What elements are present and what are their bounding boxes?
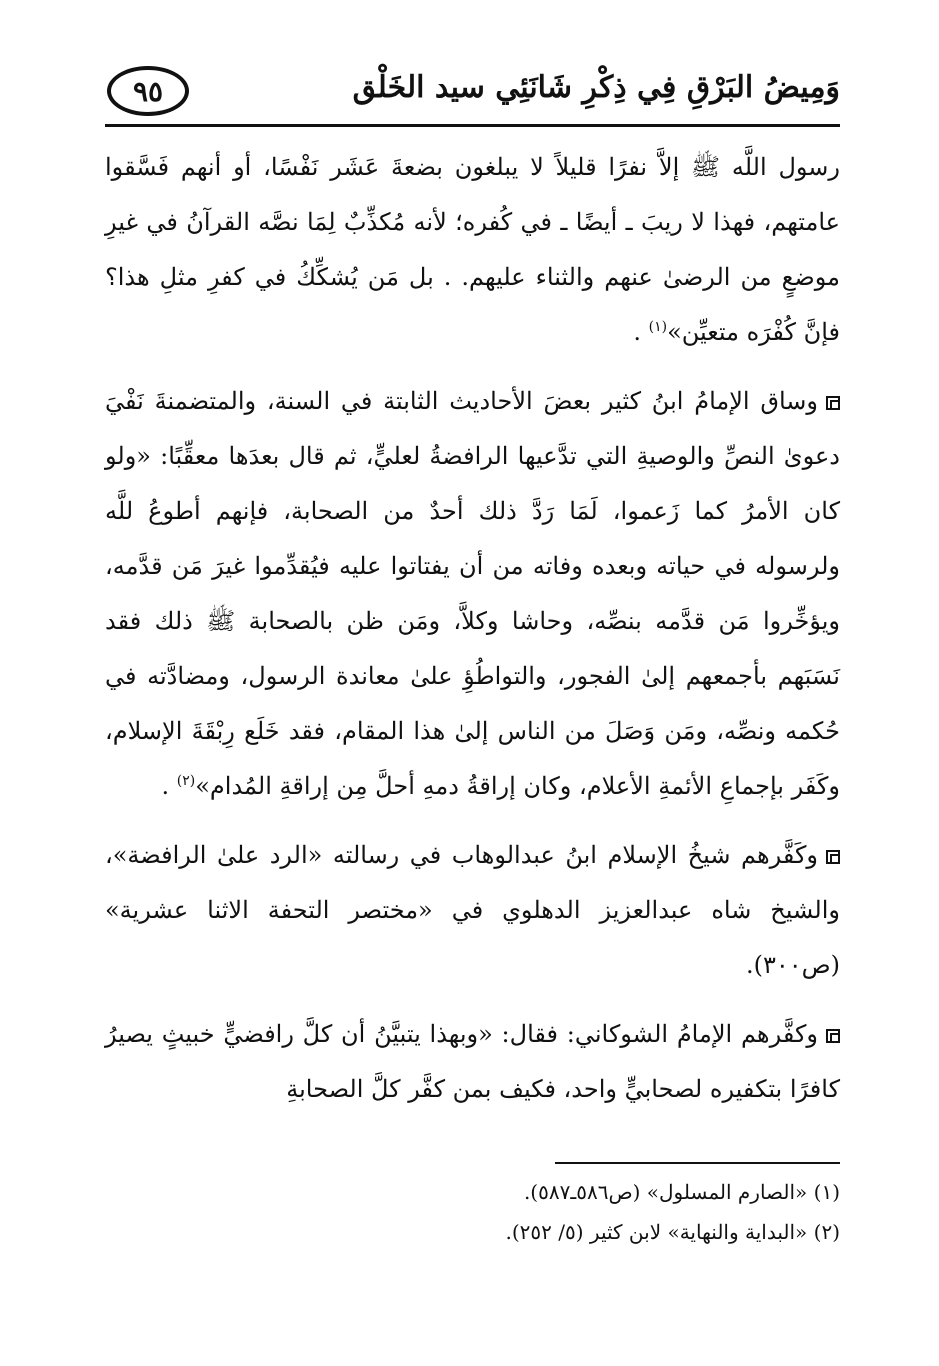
footnote-ref: (١) [648, 319, 668, 335]
header-rule [105, 124, 840, 127]
footnote-1: (١) «الصارم المسلول» (ص٥٨٦ـ٥٨٧). [523, 1180, 840, 1204]
square-bullet-icon [826, 396, 840, 410]
paragraph-text: وكَفَّرهم شيخُ الإسلام ابنُ عبدالوهاب في رسالته «الرد علىٰ الرافضة»، والشيخ شاه عبدالعزيز الدهلوي في «مختصر التحفة الاثنا عشرية» (ص٣٠٠). [105, 841, 840, 979]
paragraph-2 [105, 374, 840, 814]
page-number-oval [107, 66, 189, 116]
paragraph-text: وساق الإمامُ ابنُ كثير بعضَ الأحاديث الثابتة في السنة، والمتضمنةَ نَفْيَ دعوىٰ النصِّ والوصيةِ التي تدَّعيها الرافضةُ لعليٍّ، ثم قال بعدَها معقِّبًا: «ولو كان الأمرُ كما زَعموا، لَمَا رَدَّ ذلك أحدٌ من الصحابة، فإنهم أطوعُ للَّه ولرسوله في حياته وبعده وفاته من أن يفتاتوا عليه فيُقدِّموا غيرَ مَن قدَّمه، ويؤخِّروا مَن قدَّمه بنصِّه، وحاشا وكلاَّ، ومَن ظن بالصحابة ﷺ ذلك فقد نَسَبَهم بأجمعهم إلىٰ الفجور، والتواطُؤِ علىٰ معاندة الرسول، ومضادَّته في حُكمه ونصِّه، ومَن وَصَلَ من الناس إلىٰ هذا المقام، فقد خَلَع رِبْقَةَ الإسلام، وكَفَر بإجماعِ الأئمةِ الأعلام، وكان إراقةُ دمهِ أحلَّ مِن إراقةِ المُدام» [105, 387, 840, 800]
paragraph-1 [105, 140, 840, 360]
paragraph-4 [105, 1007, 840, 1117]
paragraph-tail: . [633, 318, 649, 346]
running-title: وَمِيضُ البَرْقِ فِي ذِكْرِ شَانَئِي سيد الخَلْق [352, 70, 840, 105]
footnote-ref: (٢) [176, 773, 196, 789]
paragraph-text: وكفَّرهم الإمامُ الشوكاني: فقال: «وبهذا يتبيَّنُ أن كلَّ رافضيٍّ خبيثٍ يصيرُ كافرًا بتكفيره لصحابيٍّ واحد، فكيف بمن كفَّر كلَّ الصحابةِ [105, 1020, 840, 1103]
page-number: ٩٥ [132, 74, 164, 108]
footnote-2: (٢) «البداية والنهاية» لابن كثير (٥/ ٢٥٢). [505, 1220, 840, 1244]
footnote-rule [555, 1162, 840, 1164]
square-bullet-icon [826, 850, 840, 864]
paragraph-tail: . [161, 772, 177, 800]
footnotes [105, 1172, 840, 1252]
paragraph-3 [105, 828, 840, 993]
square-bullet-icon [826, 1029, 840, 1043]
paragraph-text: رسول اللَّه ﷺ إلاَّ نفرًا قليلاً لا يبلغون بضعةَ عَشَر نَفْسًا، أو أنهم فَسَّقوا عامتهم، فهذا لا ريبَ ـ أيضًا ـ في كُفره؛ لأنه مُكذِّبٌ لِمَا نصَّه القرآنُ في غيرِ موضعٍ من الرضىٰ عنهم والثناء عليهم. . بل مَن يُشكِّكُ في كفرِ مثلِ هذا؟ فإنَّ كُفْرَه متعيِّن» [105, 153, 840, 346]
page-header [105, 58, 840, 130]
page-body [105, 140, 840, 1131]
